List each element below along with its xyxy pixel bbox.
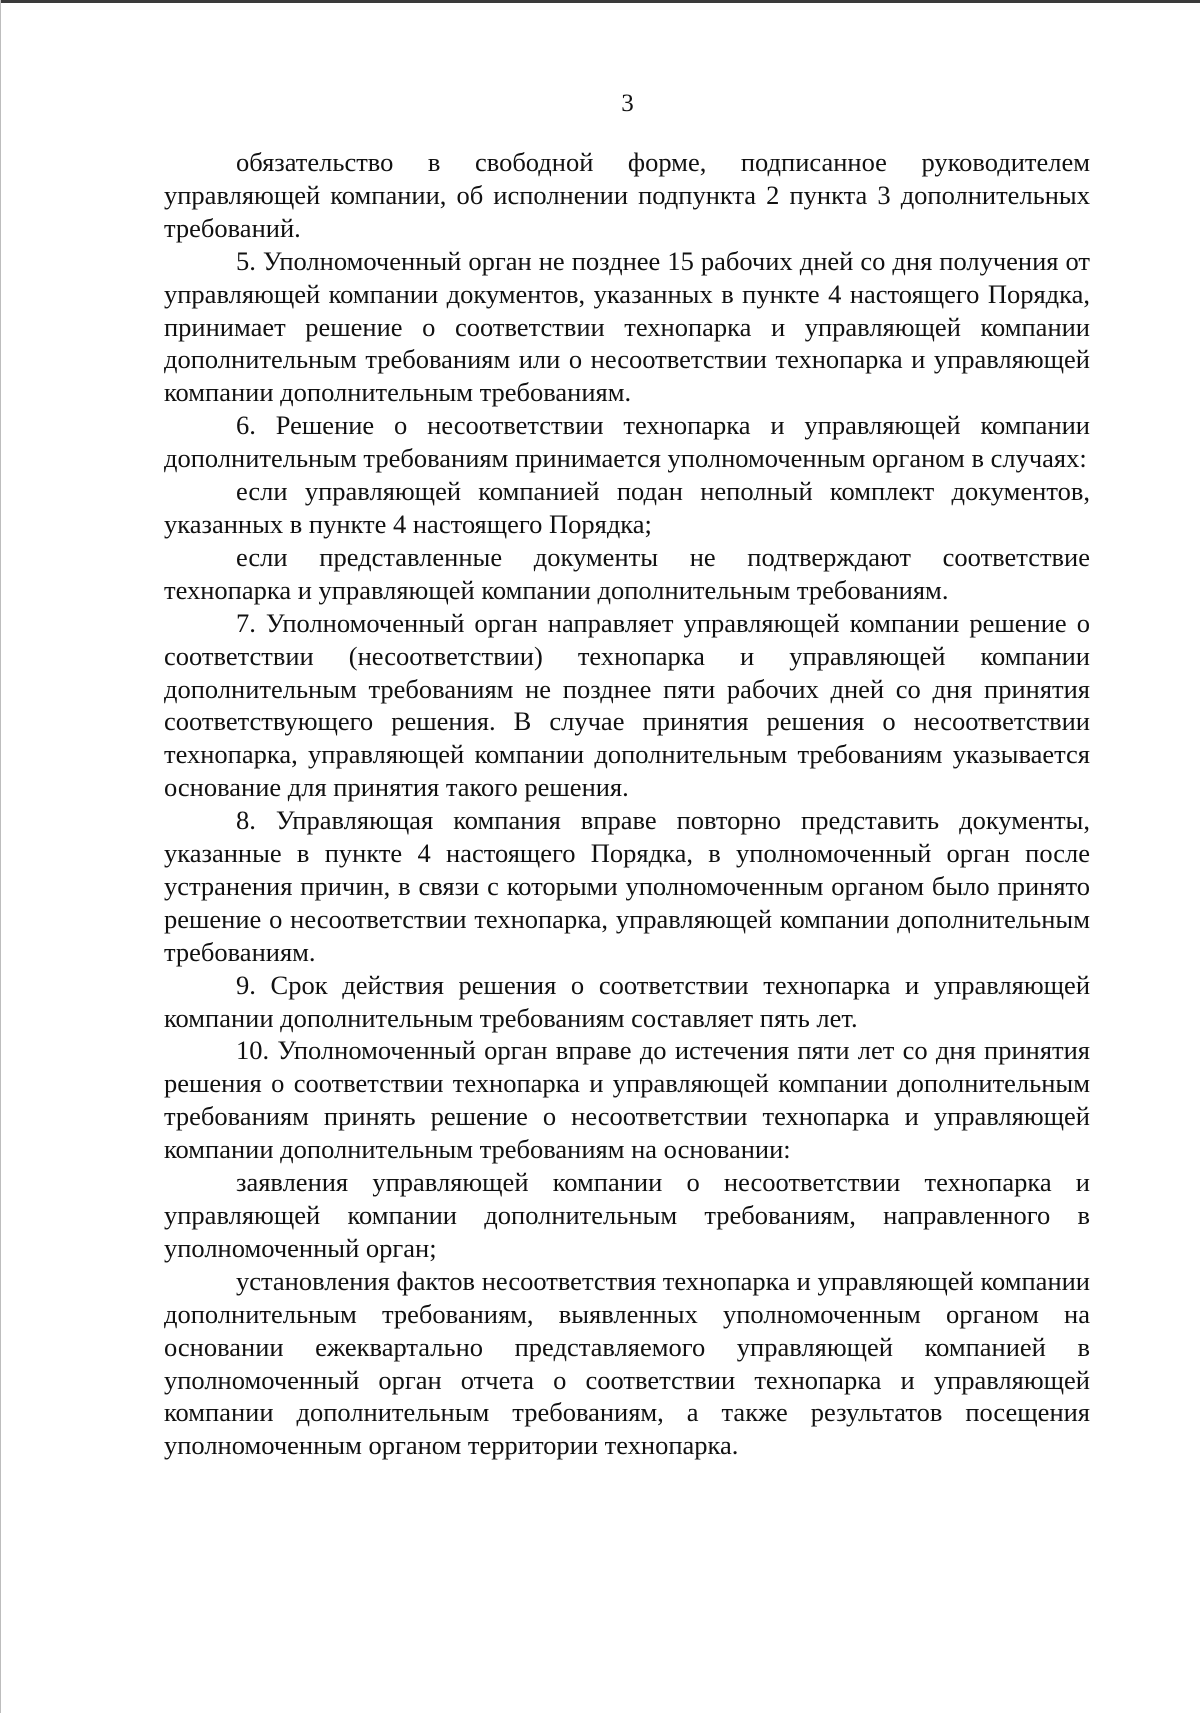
paragraph-item-8: 8. Управляющая компания вправе повторно представить документы, указанные в пункте 4 настоящего Порядка, в уполномоченный орган после устранения причин, в связи с которыми уполномоченным органом было принято решение о несоответствии технопарка, управляющей компании дополнительным требованиям. [164, 805, 1090, 967]
paragraph-basis-1: заявления управляющей компании о несоответствии технопарка и управляющей компании дополнительным требованиям, направленного в уполномоченный орган; [164, 1167, 1090, 1263]
paragraph-item-5: 5. Уполномоченный орган не позднее 15 рабочих дней со дня получения от управляющей компании документов, указанных в пункте 4 настоящего Порядка, принимает решение о соответствии технопарка и управляющей компании дополнительным требованиям или о несоответствии технопарка и управляющей компании дополнительным требованиям. [164, 245, 1090, 408]
scan-border-top [0, 0, 1200, 3]
page-number: 3 [621, 90, 634, 117]
document-body [164, 146, 1090, 1462]
paragraph-item-6: 6. Решение о несоответствии технопарка и управляющей компании дополнительным требованиям принимается уполномоченным органом в случаях: [164, 410, 1090, 474]
paragraph-case-2: если представленные документы не подтверждают соответствие технопарка и управляющей компании дополнительным требованиям. [164, 541, 1090, 605]
paragraph-item-10: 10. Уполномоченный орган вправе до истечения пяти лет со дня принятия решения о соответствии технопарка и управляющей компании дополнительным требованиям принять решение о несоответствии технопарка и управляющей компании дополнительным требованиям на основании: [164, 1035, 1090, 1165]
paragraph-continuation: обязательство в свободной форме, подписанное руководителем управляющей компании, об исполнении подпункта 2 пункта 3 дополнительных требований. [164, 147, 1090, 243]
paragraph-item-7: 7. Уполномоченный орган направляет управляющей компании решение о соответствии (несоответствии) технопарка и управляющей компании дополнительным требованиям не позднее пяти рабочих дней со дня принятия соответствующего решения. В случае принятия решения о несоответствии технопарка, управляющей компании дополнительным требованиям указывается основание для принятия такого решения. [164, 607, 1090, 803]
paragraph-case-1: если управляющей компанией подан неполный комплект документов, указанных в пункте 4 настоящего Порядка; [164, 476, 1090, 539]
paragraph-basis-2: установления фактов несоответствия технопарка и управляющей компании дополнительным требованиям, выявленных уполномоченным органом на основании ежеквартально представляемого управляющей компанией в уполномоченный орган отчета о соответствии технопарка и управляющей компании дополнительным требованиям, а также результатов посещения уполномоченным органом территории технопарка. [164, 1265, 1090, 1461]
paragraph-item-9: 9. Срок действия решения о соответствии технопарка и управляющей компании дополнительным требованиям составляет пять лет. [164, 969, 1090, 1033]
scan-border-left [0, 0, 1, 1713]
